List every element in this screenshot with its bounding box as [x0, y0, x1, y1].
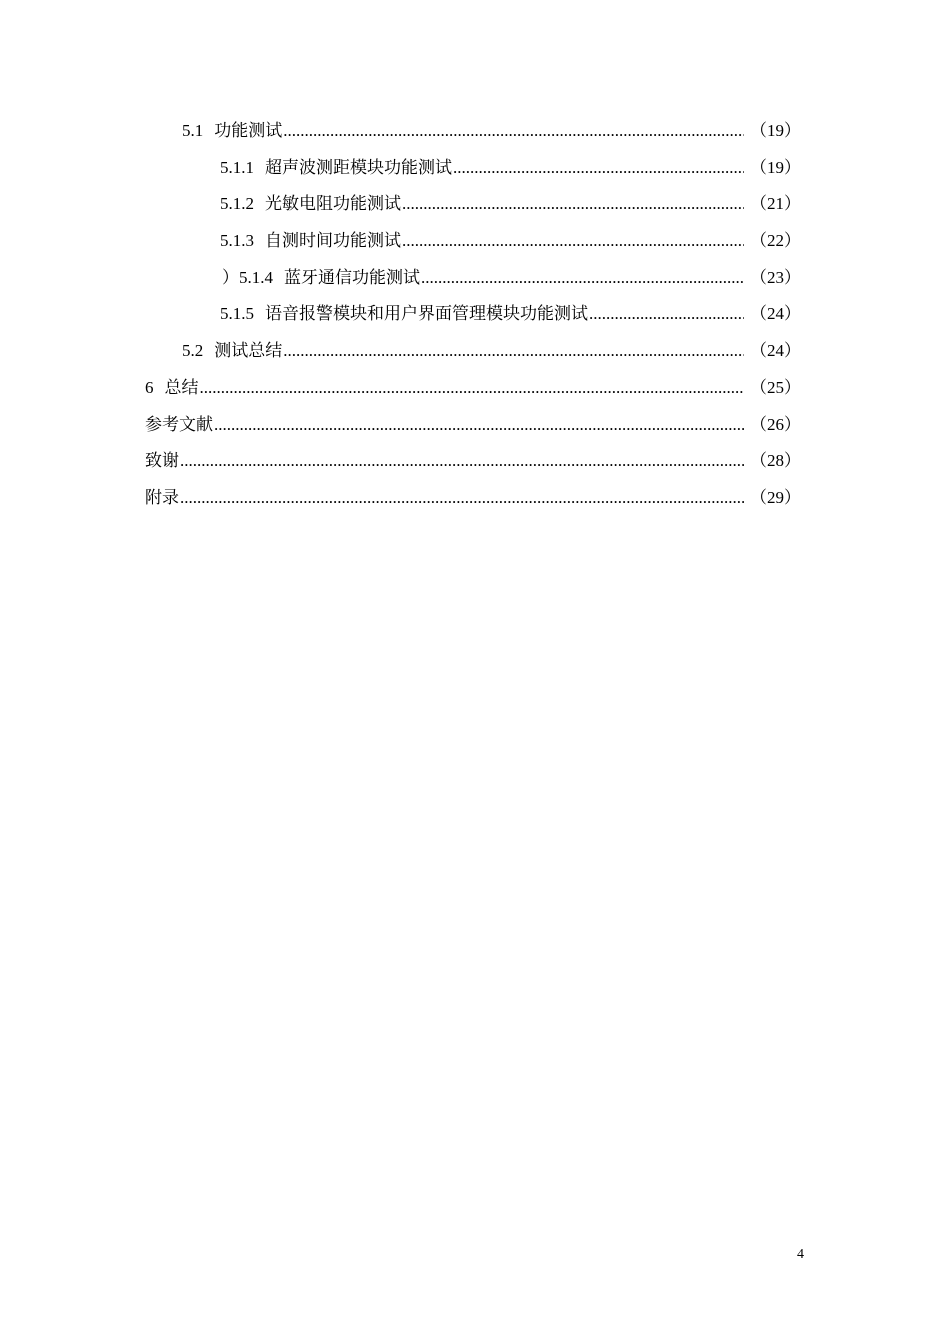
toc-entry-number: 6 [145, 377, 154, 397]
toc-entry-page: （24） [750, 341, 801, 361]
toc-entry[interactable] [145, 150, 801, 187]
toc-dot-leader [283, 333, 744, 370]
page-number: 4 [797, 1247, 804, 1262]
toc-entry-number: 5.2 [182, 341, 204, 361]
toc-entry[interactable] [145, 370, 801, 407]
toc-entry-page: （28） [750, 451, 801, 471]
toc-entry-title: 超声波测距模块功能测试 [265, 157, 452, 177]
toc-entry-title: 蓝牙通信功能测试 [284, 267, 420, 287]
toc-entry-number: 5.1.1 [220, 157, 254, 177]
toc-entry-page: （25） [750, 377, 801, 397]
toc-entry-title: 功能测试 [214, 121, 283, 140]
toc-entry-title: 总结 [164, 377, 199, 397]
toc-dot-leader [453, 150, 744, 187]
toc-entry-page: （21） [750, 194, 801, 214]
toc-entry[interactable] [145, 113, 801, 150]
toc-dot-leader [402, 186, 744, 223]
toc-entry-number: 5.1.5 [220, 304, 254, 324]
toc-entry-title: 自测时间功能测试 [265, 231, 401, 251]
toc-entry-title: 语音报警模块和用户界面管理模块功能测试 [265, 304, 588, 324]
toc-entry[interactable] [145, 260, 801, 297]
toc-entry[interactable] [145, 407, 801, 444]
toc-entry-number: ）5.1.4 [222, 267, 273, 287]
toc-entry-number: 5.1 [182, 121, 204, 140]
toc-entry[interactable] [145, 443, 801, 480]
toc-entry-number: 5.1.3 [220, 231, 254, 251]
toc-entry[interactable] [145, 480, 801, 517]
toc-entry-title: 参考文献 [145, 414, 213, 434]
toc-dot-leader [200, 370, 745, 407]
toc-entry-page: （29） [750, 487, 801, 507]
toc-entry-page: （24） [750, 304, 801, 324]
toc-dot-leader [180, 480, 744, 517]
toc-entry[interactable] [145, 186, 801, 223]
toc-dot-leader [283, 113, 744, 150]
toc-dot-leader [214, 407, 744, 444]
toc-dot-leader [402, 223, 744, 260]
toc-entry[interactable] [145, 223, 801, 260]
toc-entry-title: 附录 [145, 487, 179, 507]
toc-dot-leader [589, 296, 744, 333]
toc-entry-title: 光敏电阻功能测试 [265, 194, 401, 214]
table-of-contents [145, 113, 801, 517]
toc-entry-page: （19） [750, 121, 801, 140]
toc-dot-leader [180, 443, 744, 480]
toc-dot-leader [421, 260, 744, 297]
toc-entry-page: （23） [750, 267, 801, 287]
toc-entry[interactable] [145, 333, 801, 370]
toc-entry-title: 致谢 [145, 451, 179, 471]
toc-entry-title: 测试总结 [214, 341, 283, 361]
toc-entry-page: （26） [750, 414, 801, 434]
toc-entry-page: （19） [750, 157, 801, 177]
toc-entry[interactable] [145, 296, 801, 333]
toc-entry-page: （22） [750, 231, 801, 251]
toc-entry-number: 5.1.2 [220, 194, 254, 214]
